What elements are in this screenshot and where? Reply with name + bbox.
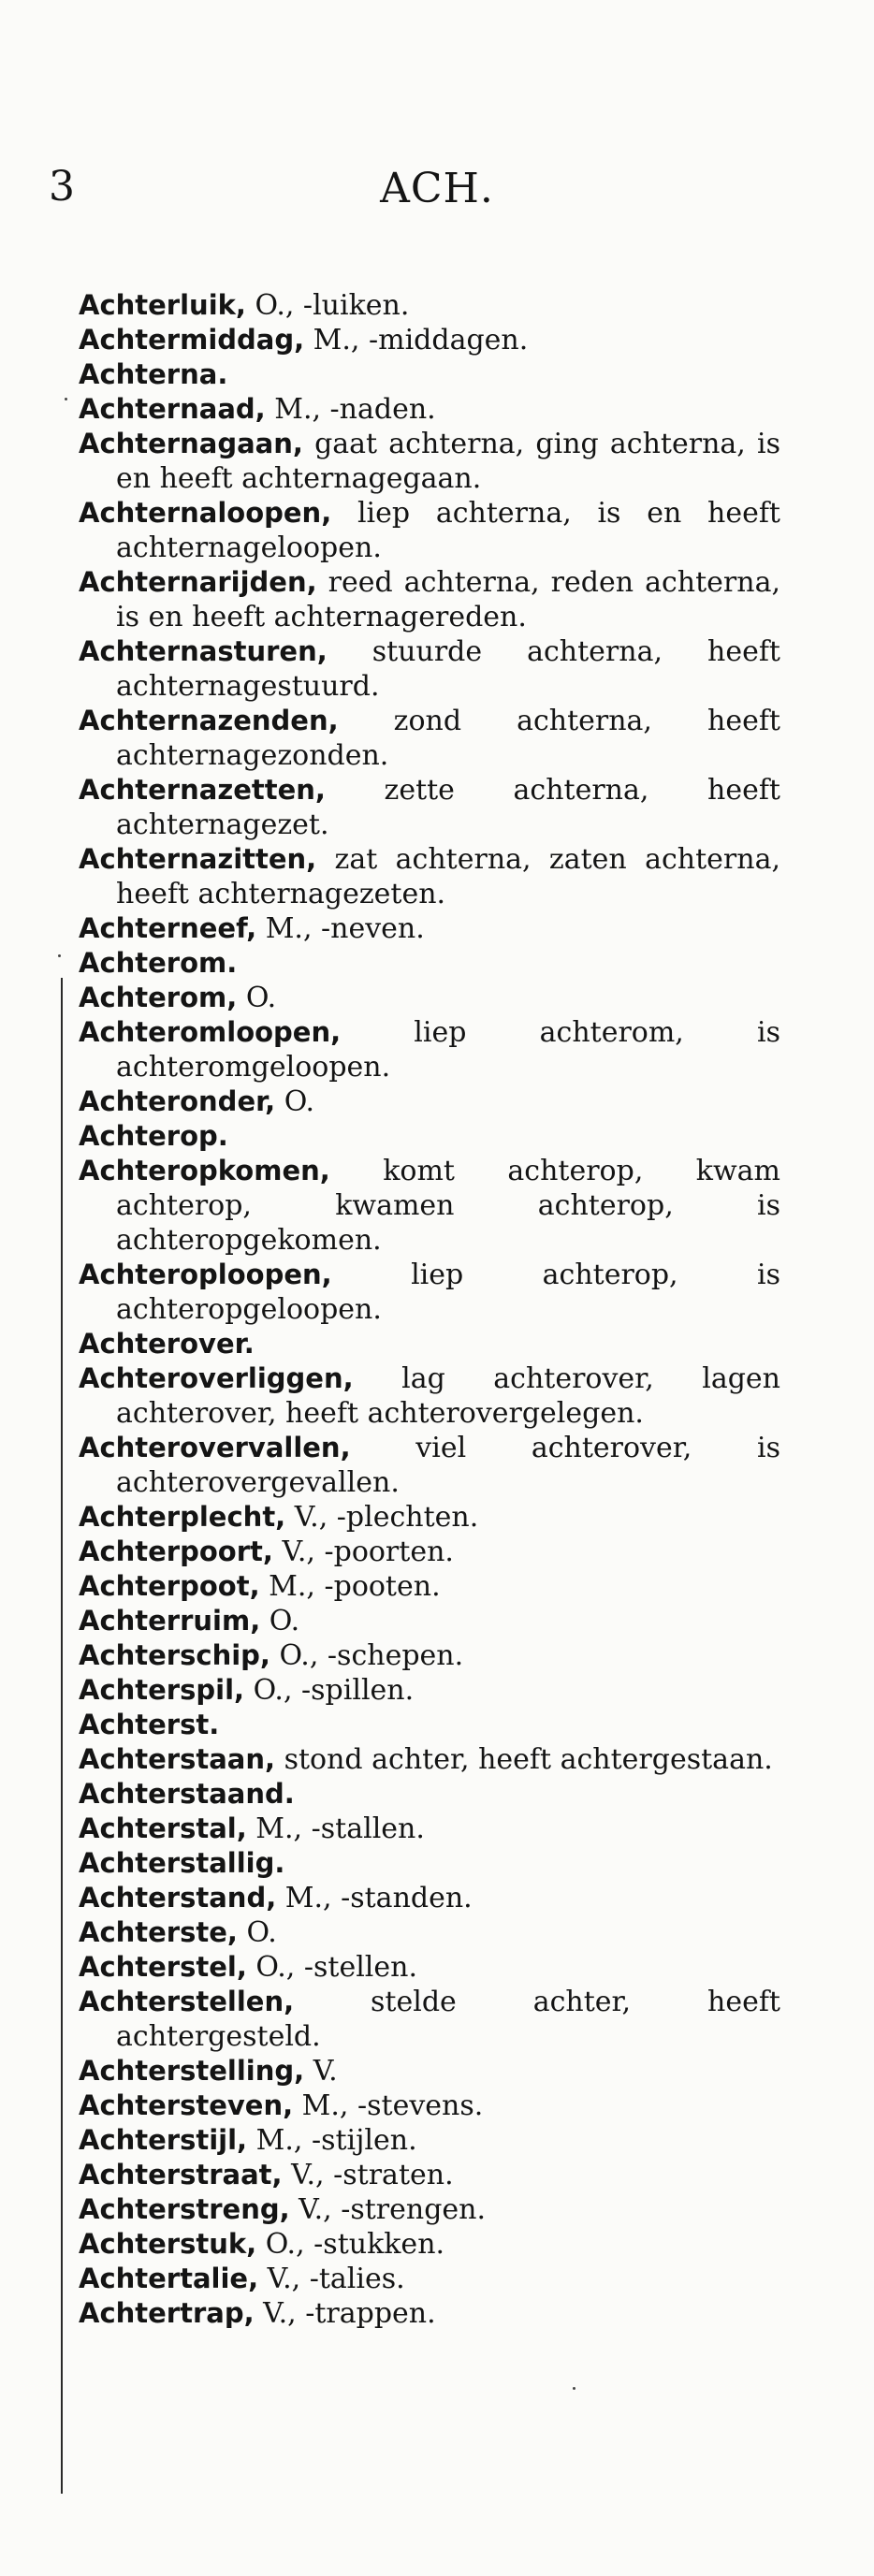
dictionary-entry (79, 1915, 780, 1950)
entry-headword: Achterstel, (79, 1951, 247, 1983)
ink-speck (65, 398, 67, 400)
entry-headword: Achtersteven, (79, 2089, 294, 2121)
dictionary-entry (79, 2192, 780, 2227)
dictionary-entry (79, 773, 780, 842)
entry-headword: Achternagaan, (79, 428, 303, 459)
dictionary-entry (79, 704, 780, 773)
entry-headword: Achterstraat, (79, 2159, 283, 2190)
page-number: 3 (49, 163, 75, 211)
entry-headword: Achterstuk, (79, 2228, 257, 2260)
dictionary-entry (79, 911, 780, 946)
entry-headword: Achternazenden, (79, 705, 339, 736)
entry-definition: stuurde achterna, heeft achternagestuurd. (116, 635, 780, 703)
entry-headword: Achterstelling, (79, 2055, 305, 2087)
entry-headword: Achterruim, (79, 1605, 261, 1637)
dictionary-entry (79, 1084, 780, 1119)
dictionary-entry (79, 1985, 780, 2054)
dictionary-entry (79, 1119, 780, 1154)
entry-definition: O. (237, 1916, 277, 1949)
entry-headword: Achterstijl, (79, 2124, 248, 2156)
entry-headword: Achterop. (79, 1120, 228, 1152)
entry-headword: Achterna. (79, 358, 228, 390)
entry-headword: Achteropkomen, (79, 1155, 330, 1186)
dictionary-entry (79, 2296, 780, 2331)
entry-headword: Achterst. (79, 1709, 220, 1740)
entry-headword: Achtertrap, (79, 2297, 255, 2329)
dictionary-entry (79, 2123, 780, 2158)
dictionary-entry (79, 1777, 780, 1812)
dictionary-entry (79, 1327, 780, 1361)
entry-definition: M., -naden. (265, 393, 436, 426)
entry-definition: V., -poorten. (272, 1535, 454, 1568)
dictionary-entry (79, 1846, 780, 1881)
entry-definition: zette achterna, heeft achternagezet. (116, 774, 780, 841)
entry-definition: reed achterna, reden achterna, is en heeft achternagereden. (116, 566, 780, 633)
dictionary-entry (79, 946, 780, 981)
entry-definition: stelde achter, heeft achtergesteld. (116, 1986, 780, 2053)
dictionary-entry (79, 1638, 780, 1673)
dictionary-entry (79, 2088, 780, 2123)
entry-headword: Achternasturen, (79, 635, 328, 667)
dictionary-entry (79, 1258, 780, 1327)
dictionary-entry (79, 1812, 780, 1846)
dictionary-entry (79, 2054, 780, 2088)
dictionary-entry (79, 288, 780, 323)
dictionary-entry (79, 496, 780, 565)
entry-definition: O., -stellen. (246, 1951, 417, 1984)
entry-definition: O., -schepen. (269, 1639, 464, 1672)
entry-headword: Achterste, (79, 1916, 238, 1948)
dictionary-entry (79, 1604, 780, 1638)
entry-definition: O., -luiken. (245, 289, 410, 322)
entry-headword: Achterstaand. (79, 1778, 295, 1810)
entry-definition: M., -middagen. (304, 324, 529, 357)
entry-definition: O., -stukken. (256, 2228, 445, 2261)
dictionary-entry (79, 1742, 780, 1777)
dictionary-entry (79, 1535, 780, 1569)
entry-definition: V., -trappen. (254, 2297, 436, 2330)
entry-headword: Achterom, (79, 982, 238, 1013)
entry-headword: Achtermiddag, (79, 324, 305, 356)
entry-definition: O. (260, 1605, 300, 1637)
entry-definition: M., -pooten. (259, 1570, 441, 1603)
entry-headword: Achterstellen, (79, 1986, 295, 2017)
dictionary-entry (79, 392, 780, 427)
entry-definition: stond achter, heeft achtergestaan. (275, 1743, 773, 1776)
dictionary-entry (79, 1500, 780, 1535)
entry-headword: Achterstreng, (79, 2193, 290, 2225)
entry-definition: V. (304, 2055, 338, 2088)
entry-definition: lag achterover, lagen achterover, heeft achterovergelegen. (116, 1362, 780, 1430)
entry-headword: Achternazitten, (79, 843, 317, 875)
ink-speck (58, 954, 61, 957)
entry-definition: M., -stijlen. (247, 2124, 417, 2157)
entry-definition: M., -neven. (256, 912, 425, 945)
entry-definition: O. (237, 982, 277, 1014)
entry-definition: viel achterover, is achterovergevallen. (116, 1432, 780, 1499)
dictionary-entry (79, 2262, 780, 2296)
entry-headword: Achterstand, (79, 1882, 277, 1914)
entry-definition: V., -strengen. (289, 2193, 487, 2226)
dictionary-entries (79, 288, 780, 2331)
entry-headword: Achterspil, (79, 1674, 245, 1706)
entry-headword: Achterpoot, (79, 1570, 260, 1602)
entry-definition: V., -talies. (258, 2263, 405, 2295)
entry-definition: liep achterop, is achteropgeloopen. (116, 1259, 780, 1326)
entry-definition: M., -stallen. (246, 1812, 425, 1845)
entry-headword: Achterovervallen, (79, 1432, 351, 1463)
dictionary-entry (79, 2158, 780, 2192)
entry-headword: Achterstaan, (79, 1743, 276, 1775)
entry-headword: Achterschip, (79, 1639, 270, 1671)
entry-headword: Achternarijden, (79, 566, 317, 598)
dictionary-entry (79, 842, 780, 911)
dictionary-entry (79, 1569, 780, 1604)
entry-definition: V., -straten. (282, 2159, 454, 2191)
entry-definition: O. (275, 1085, 315, 1118)
entry-definition: M., -standen. (276, 1882, 473, 1914)
entry-definition: liep achterna, is en heeft achternageloopen. (116, 497, 780, 564)
entry-headword: Achternazetten, (79, 774, 326, 806)
entry-definition: O., -spillen. (244, 1674, 415, 1707)
entry-headword: Achterplecht, (79, 1501, 286, 1533)
entry-headword: Achternaloopen, (79, 497, 332, 529)
entry-headword: Achterom. (79, 947, 238, 979)
entry-headword: Achteromloopen, (79, 1016, 342, 1048)
entry-definition: zond achterna, heeft achternagezonden. (116, 705, 780, 772)
dictionary-entry (79, 1673, 780, 1708)
dictionary-entry (79, 565, 780, 634)
dictionary-entry (79, 427, 780, 496)
entry-headword: Achterstal, (79, 1812, 247, 1844)
dictionary-entry (79, 1015, 780, 1084)
entry-headword: Achternaad, (79, 393, 266, 425)
dictionary-entry (79, 981, 780, 1015)
entry-headword: Achterstallig. (79, 1847, 285, 1879)
entry-definition: gaat achterna, ging achterna, is en heeft achternagegaan. (116, 428, 780, 495)
entry-headword: Achteroverliggen, (79, 1362, 354, 1394)
dictionary-entry (79, 1708, 780, 1742)
entry-headword: Achterneef, (79, 912, 257, 944)
entry-definition: zat achterna, zaten achterna, heeft achternagezeten. (116, 843, 780, 910)
ink-speck (573, 2387, 575, 2390)
entry-headword: Achterover. (79, 1328, 255, 1360)
entry-headword: Achtertalie, (79, 2263, 259, 2294)
entry-headword: Achteronder, (79, 1085, 276, 1117)
dictionary-entry (79, 1431, 780, 1500)
entry-definition: M., -stevens. (293, 2089, 484, 2122)
dictionary-entry (79, 1361, 780, 1431)
entry-headword: Achteroploopen, (79, 1259, 332, 1290)
running-head: ACH. (380, 165, 494, 212)
dictionary-entry (79, 1950, 780, 1985)
margin-rule (61, 978, 63, 2494)
dictionary-entry (79, 2227, 780, 2262)
entry-definition: liep achterom, is achteromgeloopen. (116, 1016, 780, 1084)
entry-headword: Achterluik, (79, 289, 246, 321)
entry-definition: komt achterop, kwam achterop, kwamen achterop, is achteropgekomen. (116, 1155, 780, 1257)
entry-headword: Achterpoort, (79, 1535, 273, 1567)
dictionary-entry (79, 323, 780, 357)
dictionary-entry (79, 1881, 780, 1915)
entry-definition: V., -plechten. (285, 1501, 479, 1534)
dictionary-entry (79, 1154, 780, 1258)
dictionary-entry (79, 634, 780, 704)
dictionary-entry (79, 357, 780, 392)
